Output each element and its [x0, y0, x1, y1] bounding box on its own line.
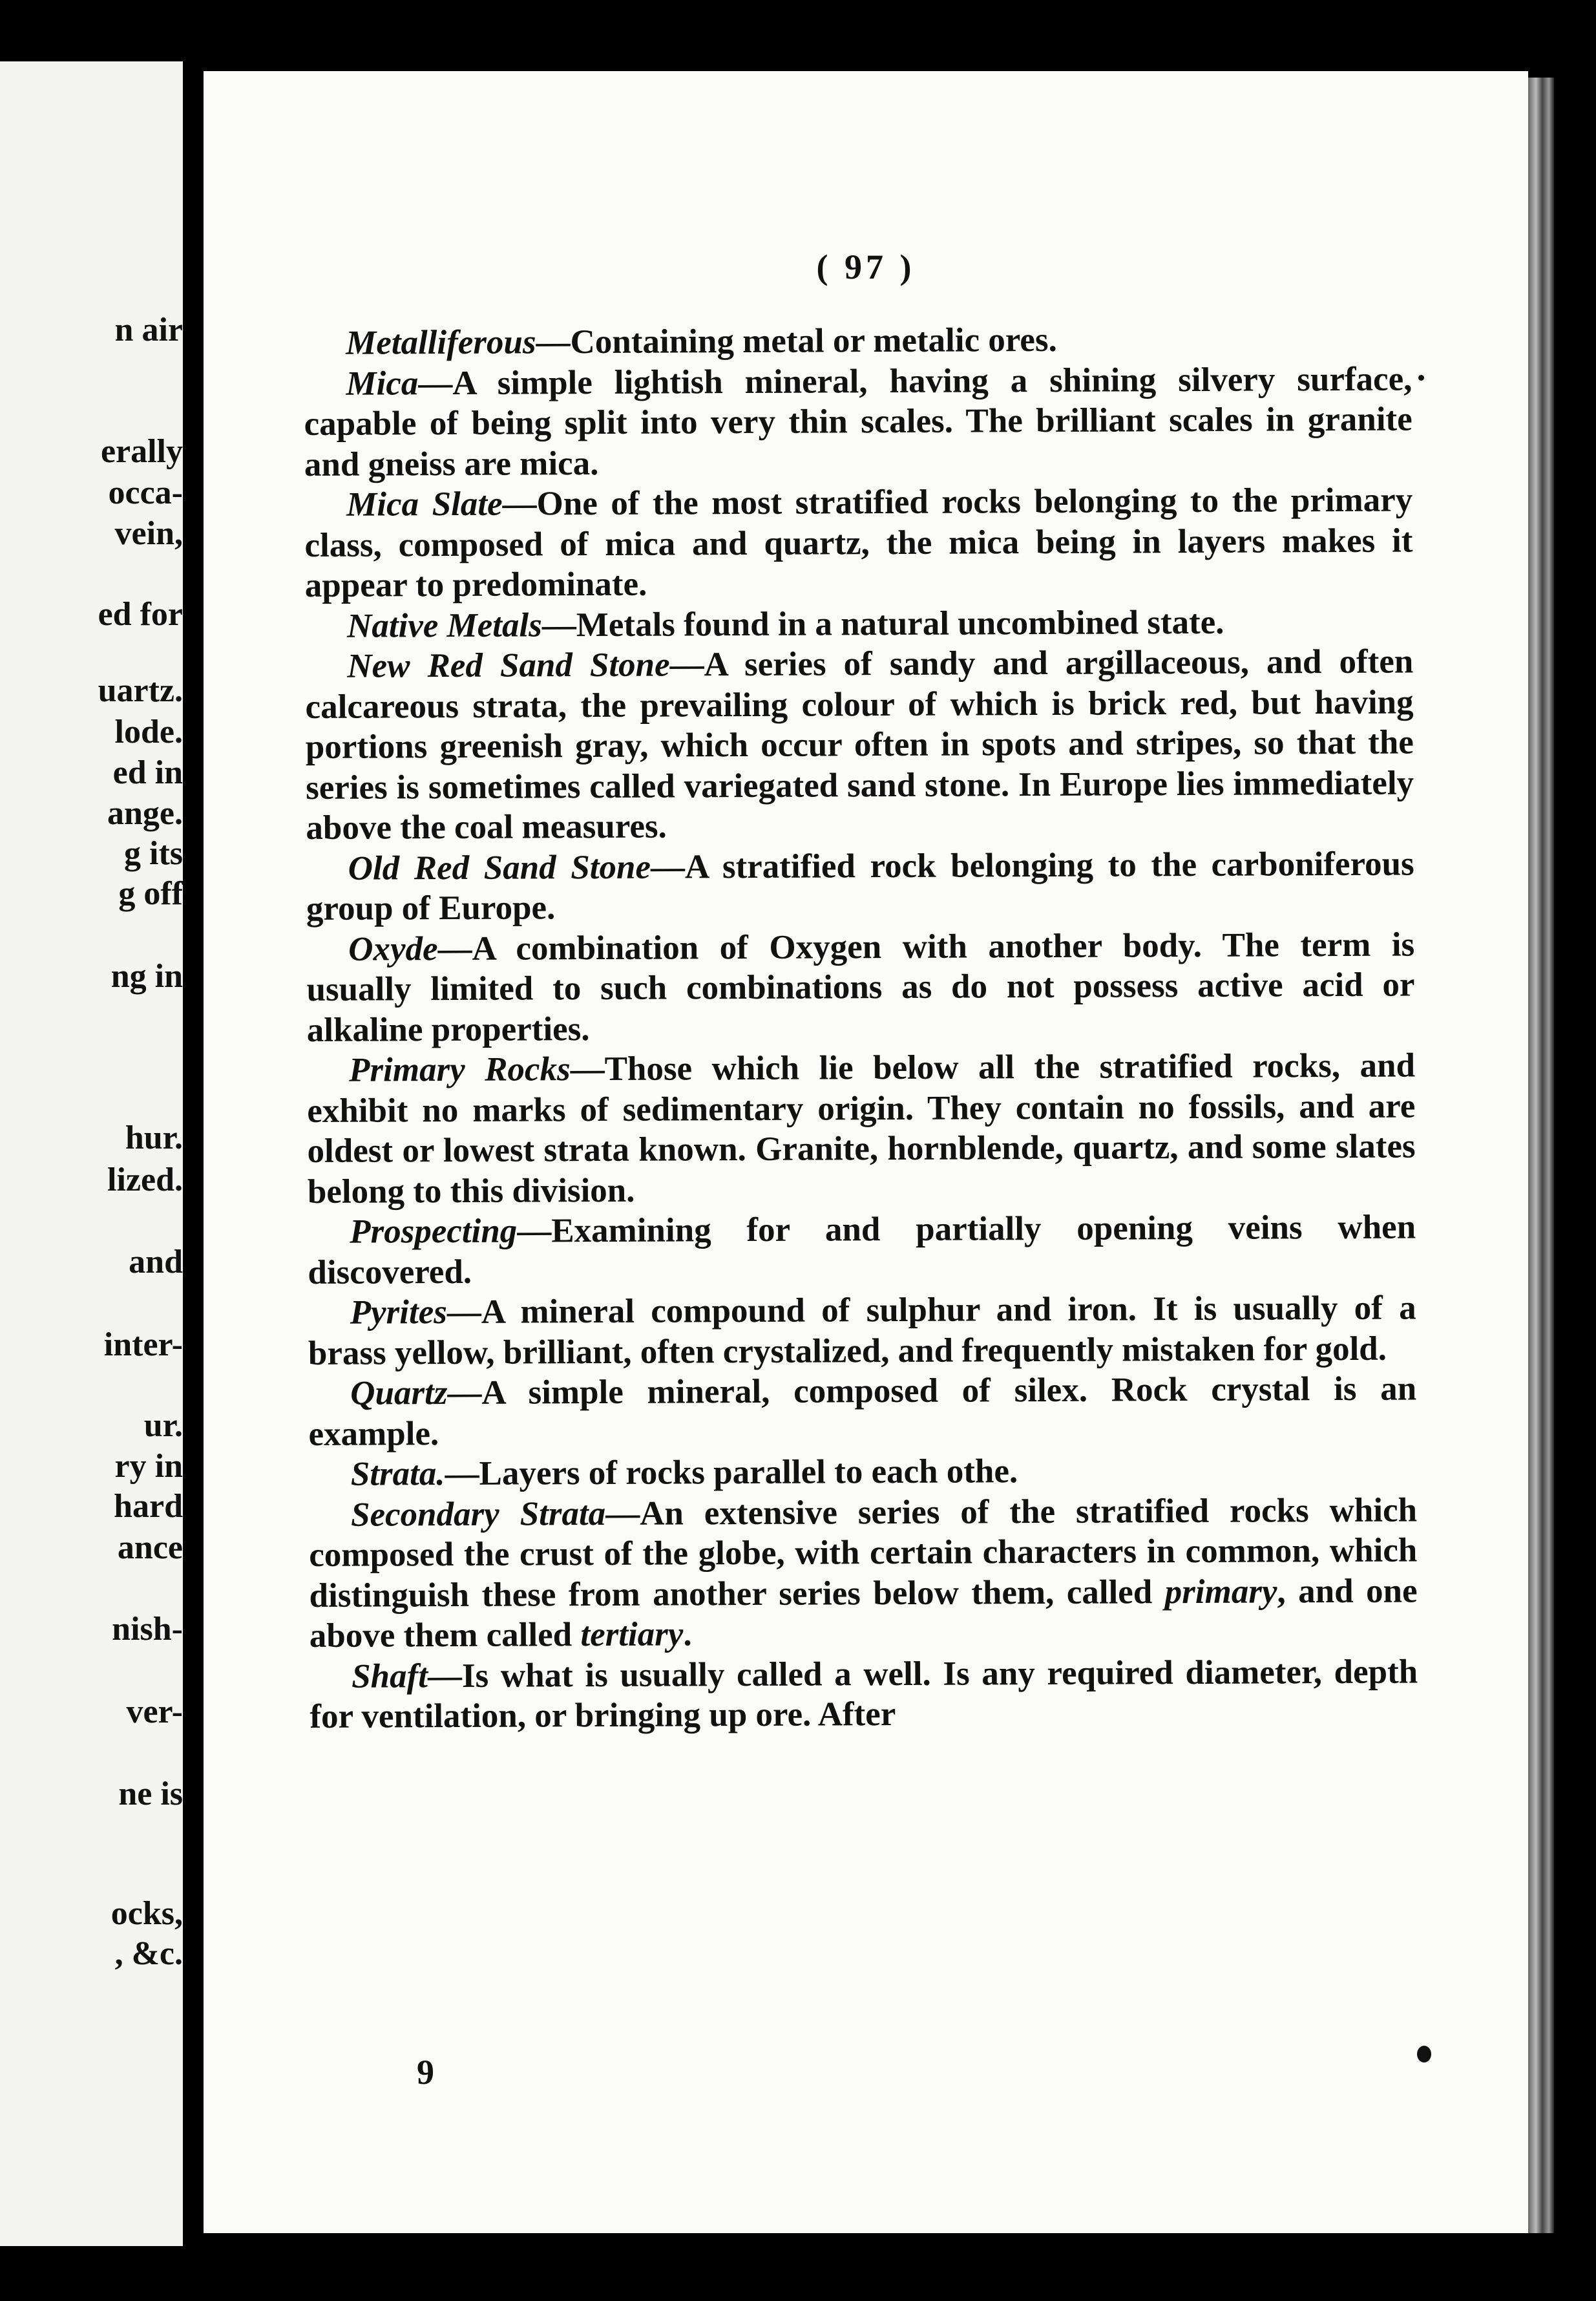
glossary-entry	[306, 843, 1415, 929]
entry-term: Quartz	[350, 1374, 448, 1412]
entry-separator: —	[437, 929, 472, 968]
entry-definition: Is what is usually called a well. Is any required diameter, depth for ventilation, or bringing up ore. After	[310, 1652, 1418, 1735]
ink-speck	[1417, 2046, 1431, 2062]
signature-mark: 9	[417, 2053, 434, 2092]
left-fragment-line: inter-	[103, 1326, 183, 1363]
book-page	[204, 71, 1528, 2233]
entry-definition: Layers of rocks parallel to each othe.	[479, 1452, 1018, 1492]
left-fragment-line: vein,	[114, 515, 183, 552]
entry-term: Mica	[346, 364, 419, 403]
glossary-entry	[304, 319, 1412, 364]
entry-separator: —	[605, 1494, 640, 1532]
entry-definition: A combination of Oxygen with another body. The term is usually limited to such combinations as do not possess active acid or alkaline properties.	[306, 926, 1415, 1049]
left-fragment-line: lized.	[107, 1161, 183, 1198]
glossary-entry	[307, 1046, 1416, 1212]
entry-term: Secondary Strata	[350, 1494, 606, 1534]
glossary-entry	[308, 1369, 1417, 1454]
glossary-entry	[310, 1651, 1418, 1737]
entry-definition: , and one above them called	[309, 1571, 1418, 1655]
entry-term: Strata.	[350, 1455, 445, 1493]
glossary-entry	[309, 1450, 1417, 1495]
entry-separator: —	[445, 1454, 479, 1493]
left-fragment-line: uartz.	[98, 672, 183, 709]
entry-definition: A simple lightish mineral, having a shining silvery surface, capable of being split into very thin scales. The brilliant scales in granite and gneiss are mica.	[304, 360, 1412, 483]
entry-separator: —	[447, 1373, 482, 1412]
left-fragment-line: ange.	[107, 795, 183, 832]
left-page-fragment	[0, 61, 183, 2246]
entry-emphasis: primary	[1164, 1572, 1277, 1611]
left-fragment-line: hur.	[125, 1119, 183, 1156]
entry-definition: Containing metal or metalic ores.	[570, 321, 1057, 361]
entry-term: Oxyde	[348, 929, 438, 968]
left-fragment-line: g off	[118, 875, 183, 912]
entry-separator: —	[570, 1050, 605, 1088]
entry-definition: Metals found in a natural uncombined state.	[576, 603, 1224, 644]
left-fragment-line: erally	[100, 433, 183, 470]
left-fragment-line: ed for	[98, 596, 183, 633]
entry-term: Pyrites	[350, 1293, 447, 1331]
entry-term: Prospecting	[350, 1212, 518, 1251]
entry-separator: —	[418, 364, 453, 402]
entry-term: Mica Slate	[346, 485, 503, 524]
entry-separator: —	[669, 646, 704, 684]
entry-definition: An extensive series of the stratified rocks which composed the crust of the globe, with certain characters in common, which distinguish these from another series below them, called	[309, 1490, 1418, 1615]
left-fragment-line: nish-	[112, 1611, 183, 1648]
left-fragment-line: g its	[124, 835, 183, 872]
glossary-entry	[304, 359, 1412, 485]
entry-definition: A mineral compound of sulphur and iron. It is usually of a brass yellow, brilliant, often crystalized, and frequently mistaken for gold.	[308, 1289, 1416, 1372]
entry-separator: —	[541, 606, 576, 644]
glossary-entry	[305, 642, 1414, 849]
left-fragment-line: occa-	[108, 474, 183, 511]
left-fragment-line: ry in	[114, 1448, 183, 1485]
entry-emphasis: tertiary	[580, 1615, 684, 1654]
glossary-entry	[305, 601, 1413, 646]
entry-separator: —	[427, 1657, 463, 1695]
page-number: ( 97 )	[816, 248, 916, 286]
entry-separator: —	[536, 323, 571, 361]
entry-term: Metalliferous	[346, 323, 536, 362]
entry-separator: —	[502, 485, 537, 523]
entry-definition: Those which lie below all the stratified rocks, and exhibit no marks of sedimentary origin. They contain no fossils, and are oldest or lowest strata known. Granite, hornblende, quartz, and some slates belong to this division.	[307, 1046, 1416, 1211]
entry-term: Old Red Sand Stone	[348, 848, 651, 887]
entry-definition: Examining for and partially opening veins when discovered.	[308, 1208, 1416, 1291]
entry-separator: —	[650, 847, 686, 886]
left-fragment-line: ng in	[110, 958, 183, 995]
glossary-entries	[304, 319, 1418, 1737]
left-fragment-line: n air	[114, 312, 183, 348]
left-fragment-line: hard	[114, 1488, 183, 1525]
entry-term: New Red Sand Stone	[347, 646, 670, 685]
left-fragment-line: ur.	[143, 1407, 183, 1444]
ink-speck	[1418, 375, 1424, 381]
entry-separator: —	[446, 1293, 481, 1331]
left-fragment-line: and	[129, 1244, 183, 1280]
glossary-entry	[304, 480, 1413, 606]
left-fragment-line: lode.	[114, 714, 183, 750]
entry-definition: A stratified rock belonging to the carboniferous group of Europe.	[306, 845, 1414, 928]
entry-separator: —	[517, 1212, 552, 1250]
left-fragment-line: ver-	[126, 1693, 183, 1730]
entry-term: Shaft	[352, 1657, 428, 1695]
left-fragment-line: ocks,	[110, 1895, 183, 1932]
entry-definition: .	[683, 1615, 692, 1653]
glossary-entry	[309, 1490, 1418, 1656]
glossary-entry	[308, 1207, 1416, 1293]
left-fragment-line: ed in	[112, 754, 183, 791]
entry-definition: A series of sandy and argillaceous, and often calcareous strata, the prevailing colour of which is brick red, but having portions greenish gray, which occur often in spots and stripes, so that the series is sometimes called variegated sand stone. In Europe lies immediately above the coal measures.	[305, 642, 1414, 847]
entry-term: Primary Rocks	[348, 1050, 571, 1089]
entry-term: Native Metals	[346, 606, 542, 645]
page-edge-shadow	[1528, 78, 1554, 2233]
entry-definition: One of the most stratified rocks belonging to the primary class, composed of mica and quartz, the mica being in layers makes it appear to predominate.	[304, 481, 1413, 604]
entry-definition: A simple mineral, composed of silex. Rock crystal is an example.	[308, 1370, 1417, 1453]
glossary-entry	[306, 924, 1415, 1050]
left-fragment-line: ance	[117, 1529, 183, 1566]
left-fragment-line: , &c.	[114, 1935, 183, 1972]
left-fragment-line: ne is	[118, 1776, 183, 1812]
glossary-entry	[308, 1288, 1417, 1373]
